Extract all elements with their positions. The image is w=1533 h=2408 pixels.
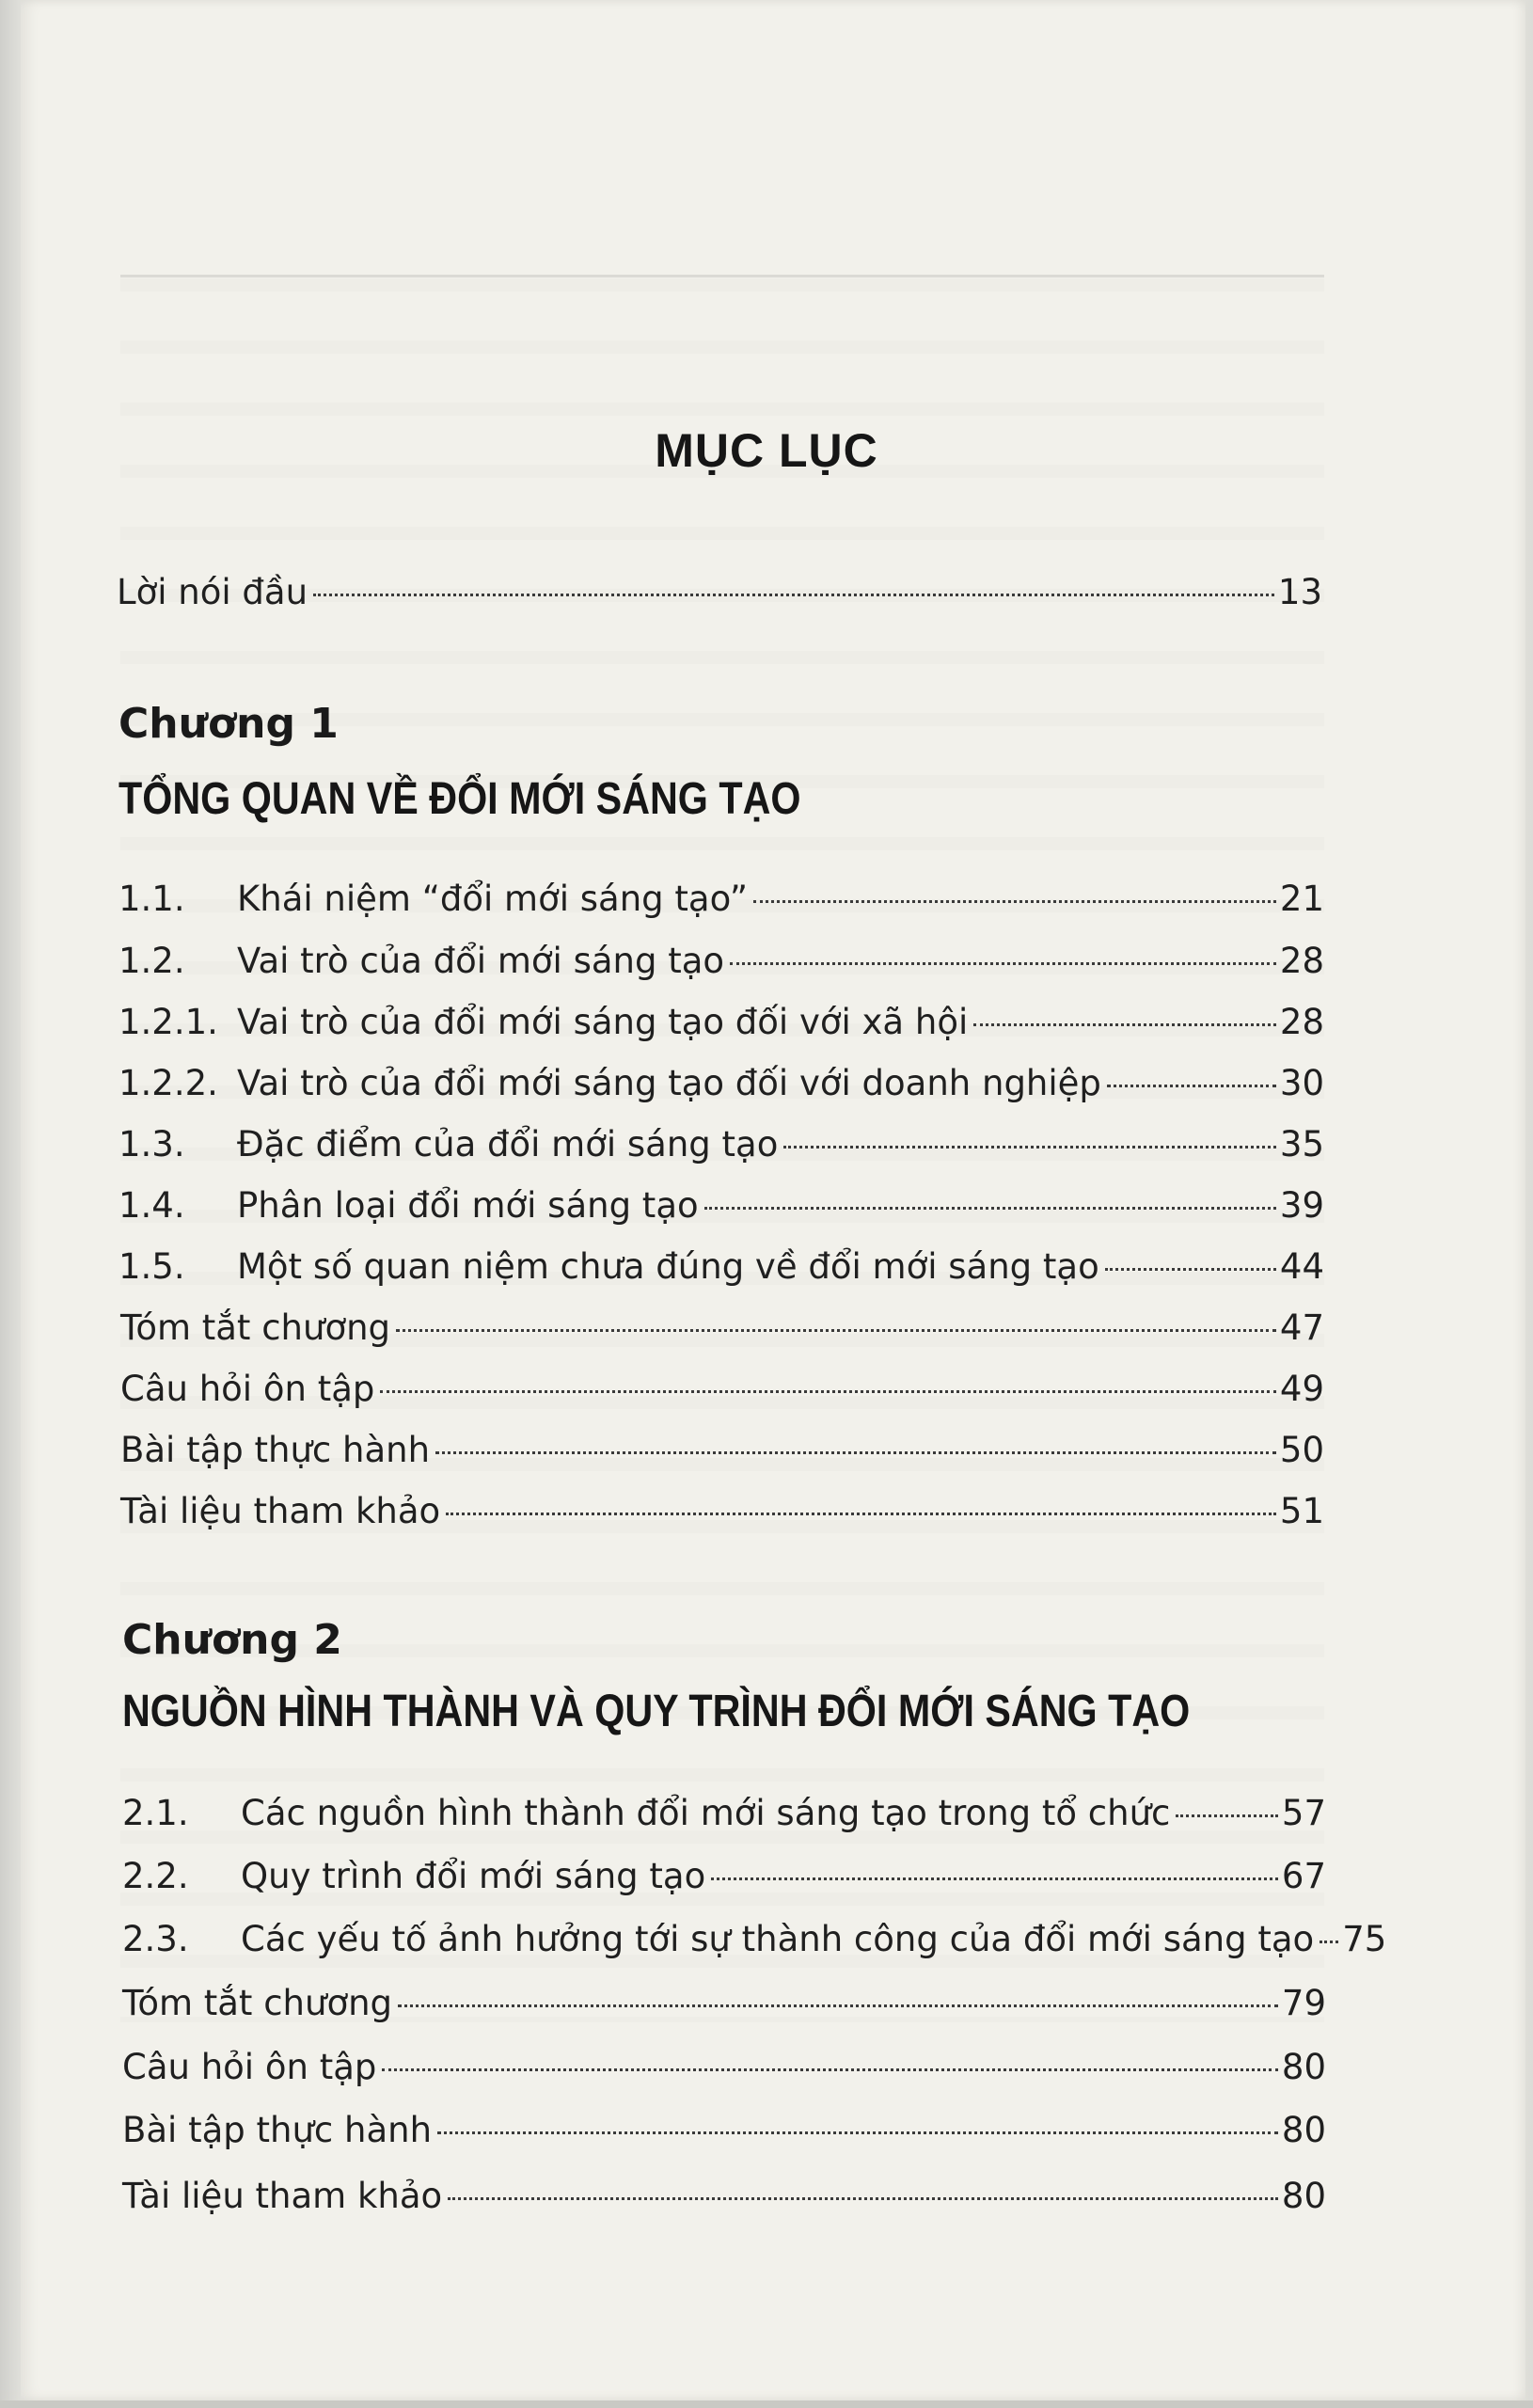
dot-leader [1176, 1814, 1278, 1817]
section-text: Một số quan niệm chưa đúng về đổi mới sáng tạo [237, 1246, 1099, 1287]
dot-leader [783, 1146, 1276, 1149]
section-text: Các nguồn hình thành đổi mới sáng tạo trong tổ chức [241, 1793, 1171, 1833]
section-text: Các yếu tố ảnh hưởng tới sự thành công của đổi mới sáng tạo [241, 1919, 1315, 1959]
toc-entry-page: 80 [1281, 2110, 1326, 2150]
toc-section[interactable] [119, 998, 1324, 1047]
section-page: 30 [1279, 1063, 1324, 1103]
chapter-label: Chương 2 [122, 1616, 342, 1664]
toc-entry-preface[interactable] [117, 568, 1322, 617]
section-number: 1.5. [119, 1246, 185, 1287]
toc-entry-text: Tài liệu tham khảo [120, 1491, 441, 1531]
toc-entry-exercises[interactable] [122, 2106, 1326, 2155]
section-number: 1.2.2. [119, 1063, 218, 1103]
dot-leader [380, 1390, 1276, 1393]
section-page: 35 [1279, 1124, 1324, 1164]
dot-leader [753, 900, 1276, 903]
dot-leader [437, 2131, 1278, 2134]
toc-entry-page: 13 [1277, 572, 1322, 612]
section-text: Quy trình đổi mới sáng tạo [241, 1856, 706, 1896]
toc-entry-page: 79 [1281, 1983, 1326, 2023]
toc-entry-text: Bài tập thực hành [122, 2110, 433, 2150]
toc-entry-page: 51 [1279, 1491, 1324, 1531]
toc-entry-text: Câu hỏi ôn tập [122, 2047, 377, 2087]
toc-entry-text: Tóm tắt chương [120, 1307, 391, 1348]
section-text: Vai trò của đổi mới sáng tạo đối với doanh nghiệp [237, 1063, 1101, 1103]
dot-leader [730, 962, 1276, 965]
toc-entry-page: 80 [1281, 2047, 1326, 2087]
dot-leader [398, 2004, 1278, 2007]
dot-leader [382, 2068, 1278, 2071]
toc-entry-page: 47 [1279, 1307, 1324, 1348]
toc-section[interactable] [119, 1120, 1324, 1169]
section-page: 67 [1281, 1856, 1326, 1896]
section-text: Phân loại đổi mới sáng tạo [237, 1185, 699, 1226]
dot-leader [435, 1451, 1276, 1454]
section-number: 1.2.1. [119, 1002, 218, 1042]
toc-entry-text: Câu hỏi ôn tập [120, 1369, 375, 1409]
toc-section[interactable] [119, 875, 1324, 924]
section-page: 57 [1281, 1793, 1326, 1833]
section-number: 1.2. [119, 941, 185, 981]
toc-entry-page: 49 [1279, 1369, 1324, 1409]
toc-section[interactable] [122, 1915, 1387, 1964]
section-text: Vai trò của đổi mới sáng tạo [237, 941, 725, 981]
chapter-title: TỔNG QUAN VỀ ĐỔI MỚI SÁNG TẠO [119, 774, 801, 824]
dot-leader [711, 1877, 1278, 1880]
toc-entry-page: 50 [1279, 1430, 1324, 1470]
section-page: 21 [1279, 879, 1324, 919]
section-number: 2.1. [122, 1793, 189, 1833]
toc-entry-text: Lời nói đầu [117, 572, 308, 612]
toc-entry-references[interactable] [122, 2172, 1326, 2221]
section-text: Đặc điểm của đổi mới sáng tạo [237, 1124, 779, 1164]
dot-leader [313, 594, 1274, 596]
section-number: 2.2. [122, 1856, 189, 1896]
toc-entry-text: Tóm tắt chương [122, 1983, 393, 2023]
toc-section[interactable] [122, 1852, 1326, 1901]
toc-entry-exercises[interactable] [120, 1426, 1324, 1475]
toc-entry-references[interactable] [120, 1487, 1324, 1536]
chapter-title: NGUỒN HÌNH THÀNH VÀ QUY TRÌNH ĐỔI MỚI SÁNG TẠO [122, 1687, 1191, 1736]
section-number: 1.1. [119, 879, 185, 919]
page-title: MỤC LỤC [655, 424, 878, 477]
section-number: 1.3. [119, 1124, 185, 1164]
toc-entry-review-questions[interactable] [120, 1365, 1324, 1414]
toc-entry-text: Tài liệu tham khảo [122, 2176, 443, 2216]
toc-section[interactable] [119, 1059, 1324, 1108]
dot-leader [1320, 1941, 1338, 1943]
toc-section[interactable] [119, 1243, 1324, 1291]
chapter-label: Chương 1 [119, 700, 339, 748]
dot-leader [396, 1329, 1276, 1332]
section-page: 39 [1279, 1185, 1324, 1226]
section-number: 1.4. [119, 1185, 185, 1226]
toc-entry-page: 80 [1281, 2176, 1326, 2216]
section-page: 28 [1279, 941, 1324, 981]
dot-leader [704, 1207, 1276, 1210]
dot-leader [1107, 1085, 1276, 1087]
toc-section[interactable] [122, 1789, 1326, 1838]
section-text: Vai trò của đổi mới sáng tạo đối với xã hội [237, 1002, 969, 1042]
section-text: Khái niệm “đổi mới sáng tạo” [237, 879, 749, 919]
dot-leader [1105, 1268, 1276, 1271]
page-bottom-edge [0, 2400, 1533, 2408]
toc-entry-text: Bài tập thực hành [120, 1430, 431, 1470]
toc-section[interactable] [119, 937, 1324, 986]
toc-entry-summary[interactable] [122, 1979, 1326, 2028]
section-page: 28 [1279, 1002, 1324, 1042]
dot-leader [448, 2197, 1278, 2200]
section-page: 44 [1279, 1246, 1324, 1287]
section-page: 75 [1342, 1919, 1387, 1959]
toc-entry-summary[interactable] [120, 1304, 1324, 1353]
dot-leader [446, 1513, 1276, 1515]
toc-section[interactable] [119, 1181, 1324, 1230]
toc-entry-review-questions[interactable] [122, 2043, 1326, 2092]
dot-leader [973, 1023, 1276, 1026]
section-number: 2.3. [122, 1919, 189, 1959]
